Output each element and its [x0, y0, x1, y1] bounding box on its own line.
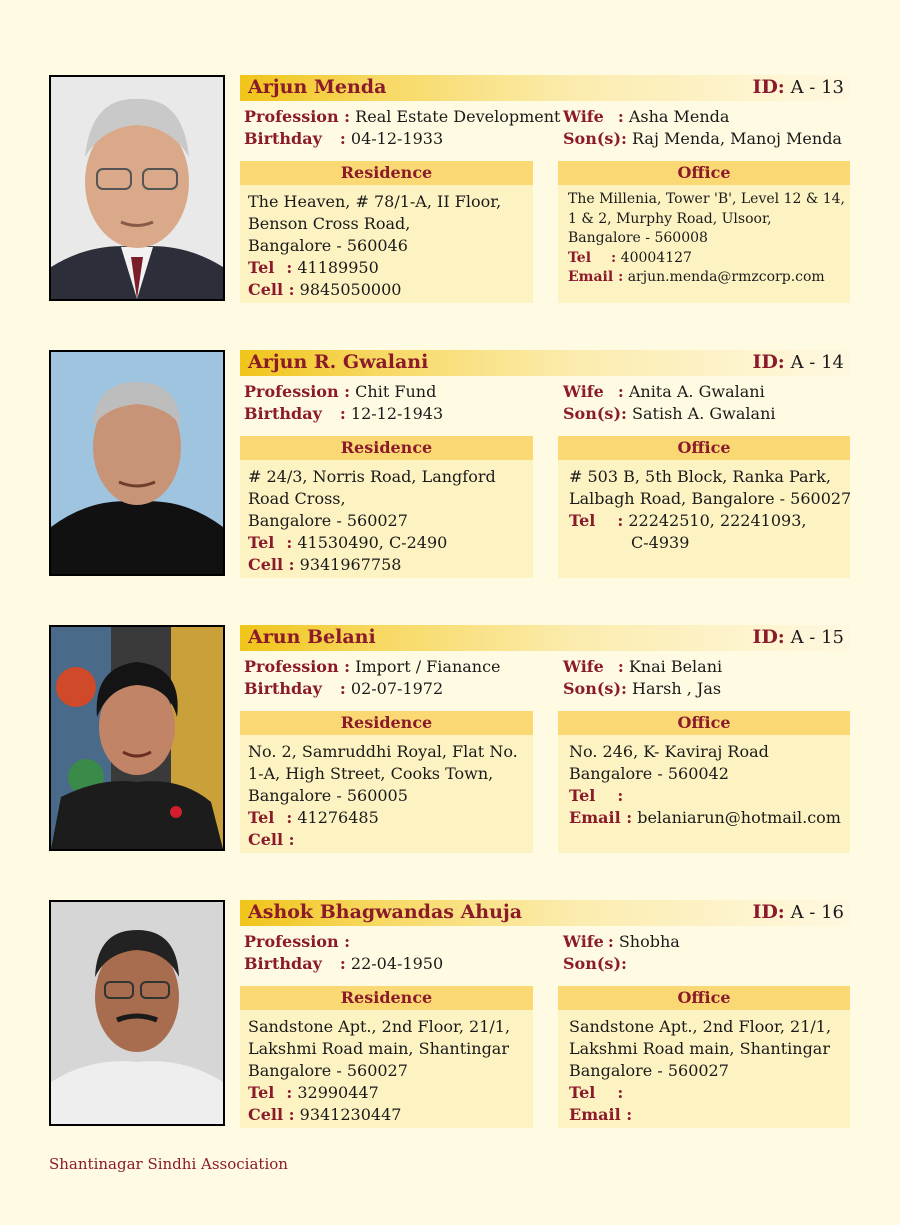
member-entry: [0, 75, 900, 305]
member-photo: [49, 350, 225, 576]
address-line: Road Cross,: [248, 489, 346, 508]
office-heading: Office: [558, 161, 850, 185]
res-tel-line: Tel : 32990447: [248, 1083, 379, 1102]
wife-line: Wife : Anita A. Gwalani: [563, 382, 765, 401]
portrait-image: [51, 77, 223, 299]
address-line: Lalbagh Road, Bangalore - 560027: [569, 489, 852, 508]
address-line: 1-A, High Street, Cooks Town,: [248, 764, 494, 783]
member-name: Arjun Menda: [248, 76, 387, 98]
residence-heading: Residence: [240, 986, 533, 1010]
member-name: Arun Belani: [248, 626, 376, 648]
sons-line: Son(s): Raj Menda, Manoj Menda: [563, 129, 842, 148]
address-line: Sandstone Apt., 2nd Floor, 21/1,: [248, 1017, 511, 1036]
res-cell-line: Cell : 9845050000: [248, 280, 402, 299]
name-bar: [240, 900, 850, 926]
member-name: Ashok Bhagwandas Ahuja: [248, 901, 523, 923]
member-photo: [49, 625, 225, 851]
res-cell-line: Cell :: [248, 830, 295, 849]
sons-line: Son(s): Harsh , Jas: [563, 679, 722, 698]
office-panel: [558, 986, 850, 1128]
office-panel: [558, 161, 850, 303]
res-tel-line: Tel : 41189950: [248, 258, 379, 277]
wife-line: Wife : Knai Belani: [563, 657, 723, 676]
member-photo: [49, 900, 225, 1126]
portrait-image: [51, 352, 223, 574]
office-heading: Office: [558, 711, 850, 735]
residence-panel: [240, 711, 533, 853]
office-panel: [558, 711, 850, 853]
address-line: The Heaven, # 78/1-A, II Floor,: [248, 192, 502, 211]
address-line: # 24/3, Norris Road, Langford: [248, 467, 496, 486]
address-line: Bangalore - 560008: [568, 230, 708, 246]
wife-line: Wife : Asha Menda: [563, 107, 730, 126]
member-name: Arjun R. Gwalani: [248, 351, 429, 373]
portrait-image: [51, 902, 223, 1124]
profession-line: Profession :: [244, 932, 351, 951]
address-line: No. 246, K- Kaviraj Road: [569, 742, 769, 761]
residence-heading: Residence: [240, 161, 533, 185]
footer-text: Shantinagar Sindhi Association: [49, 1155, 288, 1173]
off-tel-line: Tel : 40004127: [568, 249, 692, 266]
birthday-line: Birthday : 02-07-1972: [244, 679, 444, 698]
address-line: # 503 B, 5th Block, Ranka Park,: [569, 467, 831, 486]
address-line: Sandstone Apt., 2nd Floor, 21/1,: [569, 1017, 832, 1036]
address-line: Benson Cross Road,: [248, 214, 411, 233]
address-line: Bangalore - 560027: [248, 1061, 408, 1080]
off-tel-line-2: C-4939: [631, 533, 690, 552]
member-photo: [49, 75, 225, 301]
address-line: 1 & 2, Murphy Road, Ulsoor,: [568, 210, 772, 227]
address-line: Bangalore - 560046: [248, 236, 408, 255]
name-bar: [240, 350, 850, 376]
member-id: ID: A - 15: [752, 626, 844, 648]
residence-panel: [240, 161, 533, 303]
profession-line: Profession : Real Estate Development: [244, 107, 561, 126]
member-id: ID: A - 14: [752, 351, 844, 373]
member-entry: [0, 350, 900, 580]
address-line: No. 2, Samruddhi Royal, Flat No.: [248, 742, 518, 761]
birthday-line: Birthday : 12-12-1943: [244, 404, 444, 423]
res-tel-line: Tel : 41276485: [248, 808, 379, 827]
profession-line: Profession : Import / Fianance: [244, 657, 501, 676]
name-bar: [240, 75, 850, 101]
residence-heading: Residence: [240, 711, 533, 735]
address-line: Bangalore - 560042: [569, 764, 729, 783]
birthday-line: Birthday : 22-04-1950: [244, 954, 444, 973]
off-tel-line: Tel : 22242510, 22241093,: [569, 511, 807, 530]
member-entry: [0, 900, 900, 1130]
off-tel-line: Tel :: [569, 786, 624, 805]
office-heading: Office: [558, 436, 850, 460]
off-tel-line: Tel :: [569, 1083, 624, 1102]
residence-panel: [240, 436, 533, 578]
address-line: Bangalore - 560005: [248, 786, 408, 805]
office-panel: [558, 436, 850, 578]
sons-line: Son(s): Satish A. Gwalani: [563, 404, 776, 423]
residence-panel: [240, 986, 533, 1128]
portrait-image: [51, 627, 223, 849]
residence-heading: Residence: [240, 436, 533, 460]
address-line: Lakshmi Road main, Shantingar: [248, 1039, 509, 1058]
wife-line: Wife : Shobha: [563, 932, 680, 951]
member-entry: [0, 625, 900, 855]
off-email-line: Email : belaniarun@hotmail.com: [569, 808, 841, 827]
off-email-line: Email : arjun.menda@rmzcorp.com: [568, 269, 825, 285]
birthday-line: Birthday : 04-12-1933: [244, 129, 444, 148]
member-id: ID: A - 16: [752, 901, 844, 923]
office-heading: Office: [558, 986, 850, 1010]
profession-line: Profession : Chit Fund: [244, 382, 437, 401]
address-line: Bangalore - 560027: [248, 511, 408, 530]
res-cell-line: Cell : 9341967758: [248, 555, 402, 574]
off-email-line: Email :: [569, 1105, 633, 1124]
name-bar: [240, 625, 850, 651]
res-cell-line: Cell : 9341230447: [248, 1105, 402, 1124]
member-id: ID: A - 13: [752, 76, 844, 98]
address-line: Bangalore - 560027: [569, 1061, 729, 1080]
address-line: Lakshmi Road main, Shantingar: [569, 1039, 830, 1058]
address-line: The Millenia, Tower 'B', Level 12 & 14,: [568, 191, 846, 207]
sons-line: Son(s):: [563, 954, 627, 973]
res-tel-line: Tel : 41530490, C-2490: [248, 533, 448, 552]
